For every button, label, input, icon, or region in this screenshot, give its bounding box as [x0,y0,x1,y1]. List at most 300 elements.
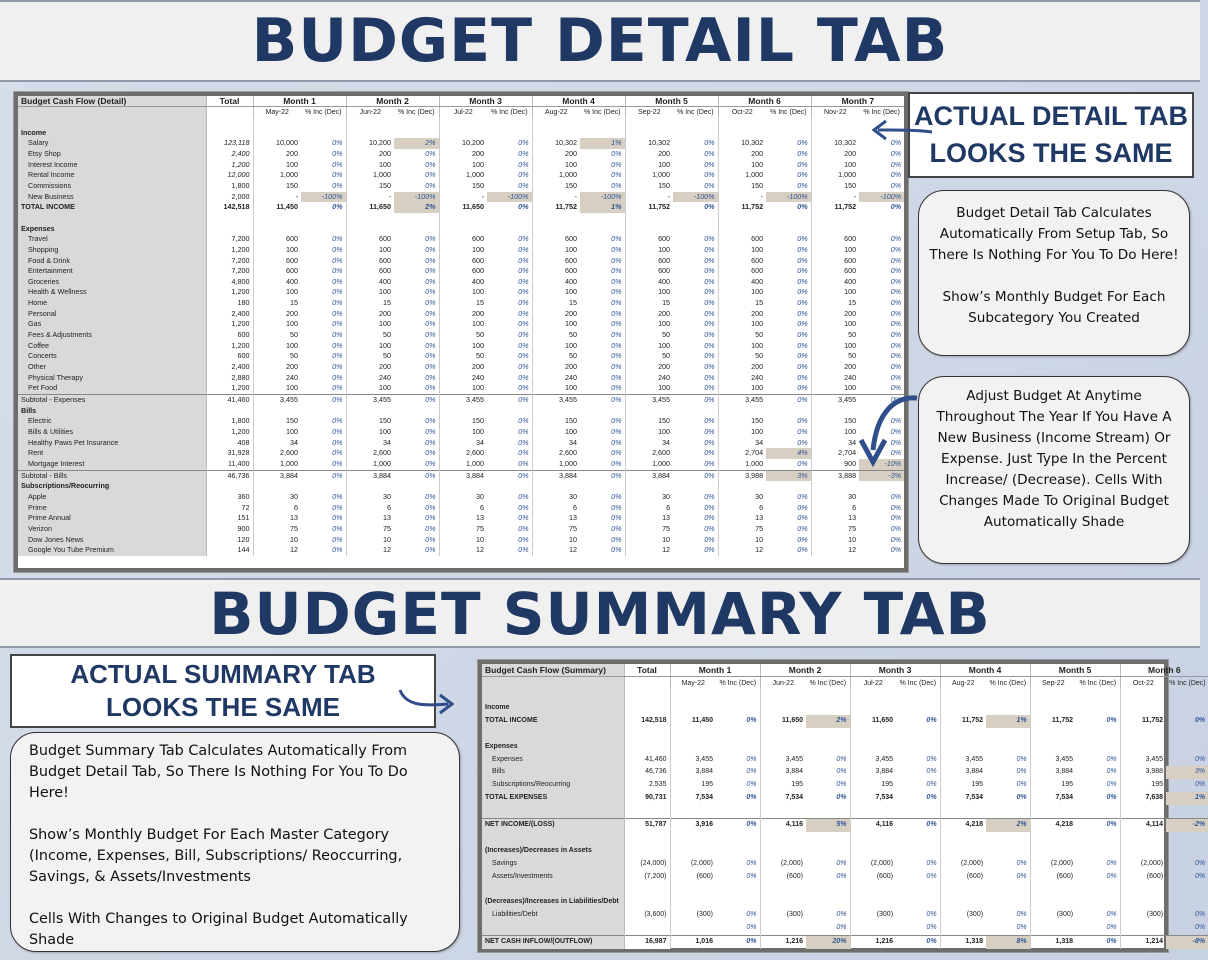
month-pct: 0% [332,427,343,436]
month-pct: 0% [746,911,757,919]
month-value: (300) [940,909,986,922]
row-total: 2,400 [206,362,253,373]
table-row [18,351,904,362]
month-pct: 0% [704,362,715,372]
month-value [346,213,394,224]
month-pct [986,689,1030,702]
month-pct: 0% [1016,794,1027,802]
detail-note-setup-p1: Budget Detail Tab Calculates Automatically From Setup Tab, So There Is Nothing For You To Do Here! [929,205,1179,263]
summary-note [10,732,460,952]
month-pct [896,702,940,715]
month-pct: 0% [704,523,715,533]
month-value: 10 [532,535,580,546]
row-total [624,884,670,897]
month-pct: 0% [859,395,904,406]
month-pct: 0% [332,383,343,393]
month-value: 200 [625,309,673,320]
table-row [18,330,904,341]
table-row [18,181,904,192]
month-value: 50 [346,351,394,362]
month-pct: 0% [518,148,529,158]
month-value: 195 [850,779,896,792]
month-value: - [532,192,580,203]
month-value: 10,302 [625,138,673,149]
month-value [625,213,673,224]
month-pct [580,213,625,224]
month-pct: -100% [580,192,625,203]
month-pct: 0% [890,502,902,512]
row-label: Expenses [18,224,206,235]
month-value: 600 [346,256,394,267]
month-pct: 0% [518,491,529,501]
month-value: 600 [532,256,580,267]
month-pct: 0% [797,427,808,436]
month-value [850,805,896,818]
month-value: 3,884 [760,766,806,779]
row-label: Gas [18,319,206,330]
month-pct: 0% [611,276,622,286]
month-value [811,406,859,417]
month-value [253,481,301,492]
month-header: Month 1 [253,96,346,107]
month-pct [986,845,1030,858]
budget-summary-banner: BUDGET SUMMARY TAB [0,578,1200,648]
table-row [18,373,904,384]
month-value: 600 [811,234,859,245]
month-value [850,702,896,715]
month-pct [986,702,1030,715]
month-pct [1076,845,1120,858]
month-value: 12 [253,545,301,556]
month-pct: 0% [704,138,715,148]
month-pct [394,224,439,235]
row-label: Apple [18,492,206,503]
row-label: Subtotal - Expenses [18,395,206,406]
row-total: 4,800 [206,277,253,288]
month-value: 34 [811,438,859,449]
month-value: 200 [346,309,394,320]
month-pct: 0% [611,491,622,501]
month-pct: 0% [425,383,436,393]
table-row [18,503,904,514]
month-value [760,845,806,858]
month-pct: 0% [518,319,529,329]
month-value: 2,600 [253,448,301,459]
table-row [18,309,904,320]
table-row [482,858,1208,871]
month-pct: 0% [890,416,902,426]
month-pct [986,832,1030,845]
row-label: (Increases)/Decreases in Assets [482,845,624,858]
month-pct: 0% [704,448,715,458]
month-pct: 0% [332,437,343,447]
row-total: (7,200) [624,871,670,884]
month-pct: 0% [425,491,436,501]
month-pct: 0% [580,395,625,406]
row-total [624,845,670,858]
month-pct: 0% [518,523,529,533]
month-pct: 0% [301,395,346,406]
month-pct: 0% [611,502,622,512]
month-pct [1166,896,1208,909]
row-label: Electric [18,416,206,427]
month-pct: 0% [425,351,436,361]
month-value: 100 [439,341,487,352]
month-pct: 0% [890,330,902,340]
month-pct: 0% [332,448,343,458]
row-label: Bills & Utilities [18,427,206,438]
section-row [482,702,1208,715]
detail-note-adjust-p1: Adjust Budget At Anytime Throughout The Year If You Have A New Business (Income Stream) Or Expense. Just Type In the Percent Increase/ (Decrease). Cells With Changes Made To Original Budget Automatically Shade [936,388,1172,530]
summary-note-p3: Cells With Changes to Original Budget Automatically Shade [29,911,408,948]
table-row [482,832,1208,845]
month-header: Month 3 [439,96,532,107]
month-value: 200 [253,362,301,373]
month-value: 200 [811,149,859,160]
row-label: Bills [18,406,206,417]
month-pct: 20% [806,936,850,949]
month-pct: 0% [890,491,902,501]
month-pct: 0% [890,202,902,212]
date-header: May-22 [670,677,716,690]
month-value: 13 [253,513,301,524]
month-value: 1,000 [253,459,301,470]
row-label [482,689,624,702]
pct-header: % Inc (Dec) [677,108,714,116]
month-pct [859,224,904,235]
month-pct: 0% [611,427,622,436]
month-pct: 0% [890,437,902,447]
month-pct: 0% [704,427,715,436]
month-value [1120,805,1166,818]
month-pct [673,406,718,417]
month-value: 150 [253,181,301,192]
month-value: 12 [346,545,394,556]
month-pct: 0% [836,768,847,776]
month-pct: 0% [704,244,715,254]
row-label: Travel [18,234,206,245]
month-pct: 0% [1106,911,1117,919]
month-value: 11,752 [532,202,580,213]
row-label [482,832,624,845]
month-value [1030,884,1076,897]
month-value [346,481,394,492]
month-value: 12 [718,545,766,556]
table-row [18,535,904,546]
month-pct: 0% [797,523,808,533]
month-value [1120,884,1166,897]
month-value: 150 [346,416,394,427]
month-pct: 0% [518,255,529,265]
month-pct: 0% [716,936,760,949]
month-value [1030,922,1076,935]
row-total: 2,400 [206,149,253,160]
month-value: 200 [811,362,859,373]
month-value [670,845,716,858]
month-pct: 0% [890,319,902,329]
month-pct [806,805,850,818]
month-pct: 2% [806,715,850,728]
table-row [482,754,1208,767]
row-label: Income [482,702,624,715]
month-value: 11,650 [346,202,394,213]
month-pct: 0% [518,458,529,468]
month-pct [806,689,850,702]
table-row [482,909,1208,922]
month-pct: 0% [332,148,343,158]
month-value [760,689,806,702]
month-value [760,922,806,935]
month-value: 100 [532,341,580,352]
month-value: 100 [625,383,673,394]
month-pct: 1% [580,138,625,149]
month-pct [1076,805,1120,818]
table-row [18,192,904,203]
row-label: Verizon [18,524,206,535]
section-row [482,845,1208,858]
month-pct: 0% [425,319,436,329]
month-pct: 0% [890,340,902,350]
row-total: 1,200 [206,245,253,256]
month-pct [673,481,718,492]
month-value: 100 [625,287,673,298]
month-pct: 0% [673,395,718,406]
month-pct [716,845,760,858]
row-total: 7,200 [206,256,253,267]
month-value: 13 [718,513,766,524]
month-pct: 0% [797,308,808,318]
month-pct: 0% [518,159,529,169]
month-value: 200 [718,149,766,160]
month-value: 900 [811,459,859,470]
month-value: 100 [811,160,859,171]
month-pct [394,213,439,224]
month-value [625,406,673,417]
month-pct: 0% [425,148,436,158]
month-value: 34 [532,438,580,449]
month-value: 600 [718,256,766,267]
month-value [850,741,896,754]
row-total [624,922,670,935]
row-label: Rent [18,448,206,459]
month-pct [1166,845,1208,858]
month-value [346,224,394,235]
month-pct: 0% [797,351,808,361]
month-value: 3,455 [718,395,766,406]
table-row [482,805,1208,818]
month-value: 1,214 [1120,936,1166,949]
month-value: 150 [532,416,580,427]
month-value: 600 [253,234,301,245]
header-label-spacer [482,677,624,690]
month-value: 100 [346,427,394,438]
month-pct: 0% [926,768,937,776]
month-value: 1,000 [718,459,766,470]
month-pct: 0% [425,534,436,544]
row-total: 1,200 [206,427,253,438]
row-total [206,117,253,128]
row-label: Expenses [482,741,624,754]
month-pct: 0% [425,448,436,458]
month-pct: 0% [1016,859,1027,867]
month-value: 10,200 [346,138,394,149]
sheet-title: Budget Cash Flow (Summary) [482,664,624,677]
month-value [253,213,301,224]
month-pct: 0% [797,244,808,254]
month-value [346,117,394,128]
month-value [940,728,986,741]
row-total [206,213,253,224]
month-value: 15 [253,298,301,309]
month-pct [580,117,625,128]
month-pct [394,406,439,417]
row-total [624,896,670,909]
month-value [940,832,986,845]
month-value: 600 [346,234,394,245]
month-value: 3,455 [1120,754,1166,767]
table-row [18,138,904,149]
month-value: 100 [346,341,394,352]
month-value [1120,922,1166,935]
row-label: Assets/Investments [482,871,624,884]
month-value: 1,216 [850,936,896,949]
month-value [670,728,716,741]
month-value: 100 [811,427,859,438]
month-value [439,213,487,224]
month-pct: 0% [890,534,902,544]
month-pct: 0% [332,319,343,329]
month-pct: 0% [332,255,343,265]
total-header-spacer [206,107,253,118]
month-pct: 0% [746,755,757,763]
month-pct [394,117,439,128]
month-value: (600) [1120,871,1166,884]
month-pct: 0% [716,819,760,832]
budget-detail-banner: BUDGET DETAIL TAB [0,0,1200,82]
row-label: Etsy Shop [18,149,206,160]
month-value [1030,689,1076,702]
month-value: 30 [439,492,487,503]
month-pct [716,702,760,715]
month-value: 3,988 [718,470,766,481]
detail-note-setup [918,190,1190,356]
month-value: 200 [439,309,487,320]
month-header: Month 4 [532,96,625,107]
table-row [482,819,1208,832]
month-value: 100 [532,427,580,438]
month-pct: 0% [1194,872,1206,880]
month-pct [766,128,811,139]
month-pct: 0% [425,330,436,340]
month-pct: 0% [425,234,436,244]
month-value: 600 [625,234,673,245]
month-pct [394,481,439,492]
month-pct: 0% [1016,872,1027,880]
row-label: Health & Wellness [18,287,206,298]
row-label: Liabilities/Debt [482,909,624,922]
month-pct: 0% [425,372,436,382]
month-value: 75 [253,524,301,535]
month-pct: 0% [425,170,436,180]
month-pct: 0% [1106,872,1117,880]
month-pct: 0% [890,523,902,533]
date-header: Jun-22 [346,107,394,118]
month-value: 7,534 [940,792,986,805]
month-pct: 0% [704,276,715,286]
month-value [1030,805,1076,818]
month-pct: 0% [797,458,808,468]
month-value: 1,000 [346,459,394,470]
month-value [253,406,301,417]
month-value [811,213,859,224]
month-pct: 0% [890,148,902,158]
row-label: TOTAL INCOME [482,715,624,728]
month-value: 13 [532,513,580,524]
month-value: 30 [253,492,301,503]
date-header: Aug-22 [940,677,986,690]
month-header: Month 2 [346,96,439,107]
month-pct: 0% [518,308,529,318]
month-value: 10,200 [439,138,487,149]
summary-note-p2: Show’s Monthly Budget For Each Master Category (Income, Expenses, Bill, Subscriptions/ Reoccurring, Savings, & Assets/Investments [29,827,403,885]
month-pct [716,832,760,845]
month-value: 11,752 [1030,715,1076,728]
month-value [1120,845,1166,858]
month-pct [896,884,940,897]
month-value: 6 [625,503,673,514]
row-label: Savings [482,858,624,871]
month-pct: 0% [425,437,436,447]
row-total: 51,787 [624,819,670,832]
month-value: 10,302 [718,138,766,149]
month-value [940,884,986,897]
month-value: 400 [253,277,301,288]
month-header: Month 6 [718,96,811,107]
month-pct: 0% [797,513,808,523]
month-value: 15 [346,298,394,309]
month-value [532,224,580,235]
row-label: Coffee [18,341,206,352]
month-value [850,832,896,845]
month-value: 100 [253,287,301,298]
row-label: Subtotal - Bills [18,470,206,481]
section-row [18,128,904,139]
month-value: 30 [625,492,673,503]
month-value: 150 [811,181,859,192]
month-value: 3,455 [670,754,716,767]
date-header: Sep-22 [1030,677,1076,690]
month-pct: 0% [797,416,808,426]
month-value: - [346,192,394,203]
month-value: 200 [346,149,394,160]
month-pct: 0% [611,437,622,447]
month-pct: 0% [332,330,343,340]
month-value: 6 [439,503,487,514]
month-pct: 0% [487,470,532,481]
month-value [670,702,716,715]
month-pct: 0% [1076,819,1120,832]
month-value: 100 [811,319,859,330]
month-value [670,896,716,909]
month-pct: 0% [425,427,436,436]
row-total: 900 [206,524,253,535]
month-pct: 0% [704,266,715,276]
month-pct: 0% [332,523,343,533]
month-pct [1166,689,1208,702]
month-pct: 0% [797,266,808,276]
month-pct: 0% [836,911,847,919]
month-pct [766,224,811,235]
